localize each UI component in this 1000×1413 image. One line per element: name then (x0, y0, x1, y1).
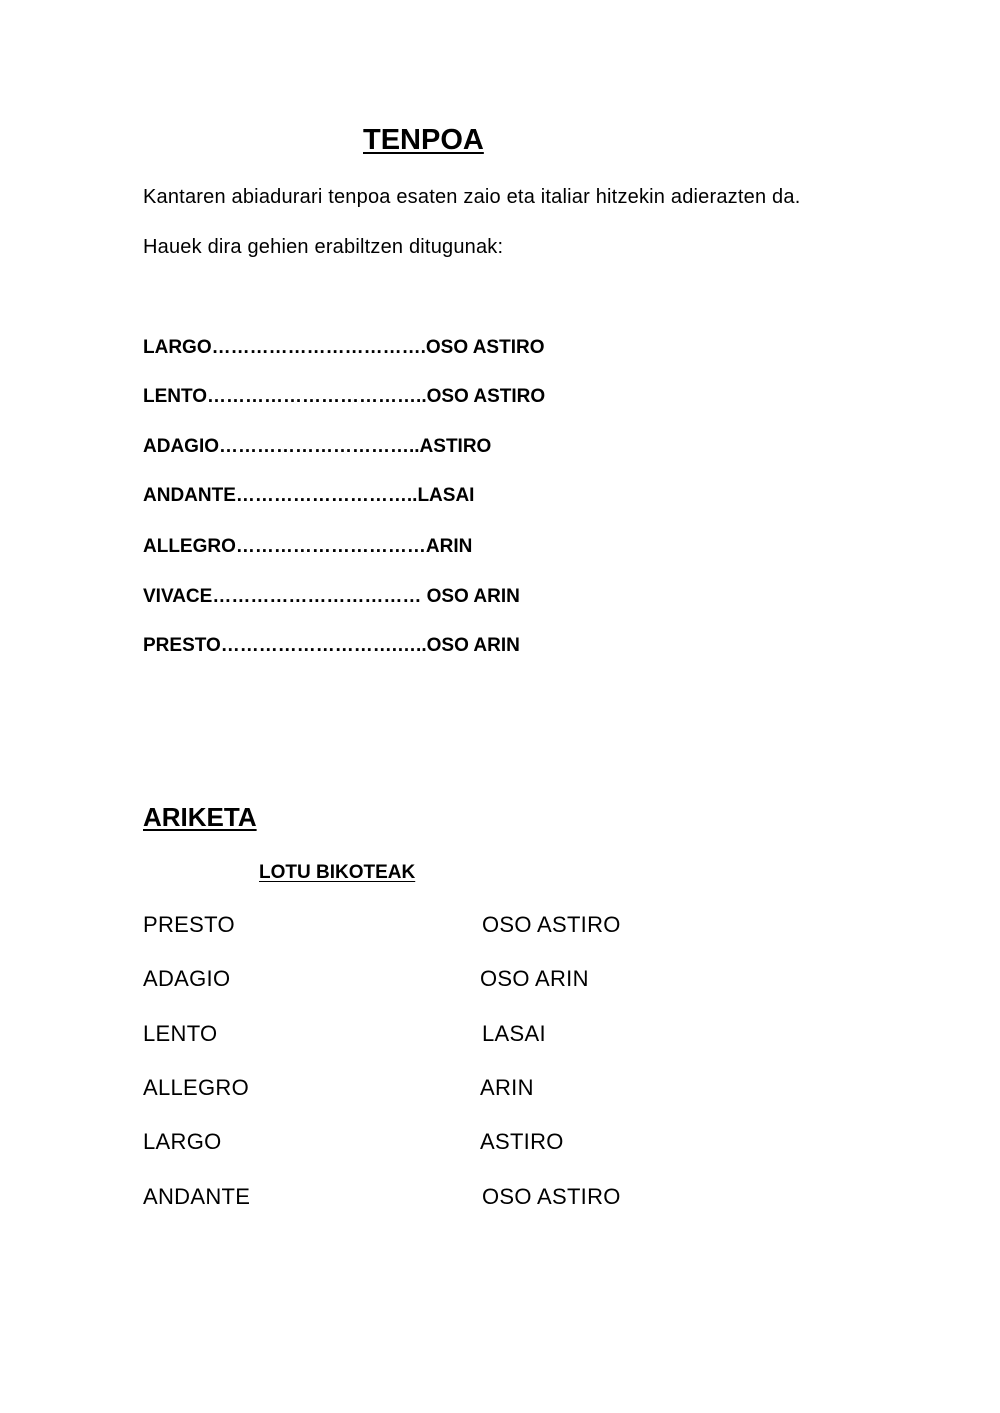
match-right-item: OSO ASTIRO (482, 1184, 621, 1209)
tempo-list-item: LARGO…………………………….OSO ASTIRO (143, 337, 545, 358)
match-right-item: ARIN (480, 1075, 534, 1100)
match-left-item: ADAGIO (143, 966, 231, 991)
tempo-list-item: VIVACE…………………………… OSO ARIN (143, 586, 520, 607)
match-right-item: ASTIRO (480, 1129, 564, 1154)
tempo-list-item: ADAGIO…………………………..ASTIRO (143, 436, 492, 457)
tempo-list-item: ALLEGRO…………………………ARIN (143, 536, 473, 557)
intro-paragraph: Kantaren abiadurari tenpoa esaten zaio eta italiar hitzekin adierazten da. (143, 186, 801, 208)
match-left-item: ANDANTE (143, 1184, 251, 1209)
match-left-item: PRESTO (143, 912, 235, 937)
intro-paragraph: Hauek dira gehien erabiltzen ditugunak: (143, 236, 504, 258)
match-left-item: ALLEGRO (143, 1075, 250, 1100)
match-right-item: LASAI (482, 1021, 546, 1046)
exercise-instruction: LOTU BIKOTEAK (259, 862, 416, 883)
tempo-list-item: ANDANTE………………………..LASAI (143, 485, 475, 506)
tempo-list-item: LENTO……………………………..OSO ASTIRO (143, 386, 546, 407)
exercise-title: ARIKETA (143, 802, 257, 832)
tempo-list-item: PRESTO……………………….…..OSO ARIN (143, 635, 520, 656)
match-left-item: LARGO (143, 1129, 222, 1154)
match-right-item: OSO ASTIRO (482, 912, 621, 937)
match-right-item: OSO ARIN (480, 966, 589, 991)
page-title: TENPOA (363, 124, 484, 156)
match-left-item: LENTO (143, 1021, 218, 1046)
